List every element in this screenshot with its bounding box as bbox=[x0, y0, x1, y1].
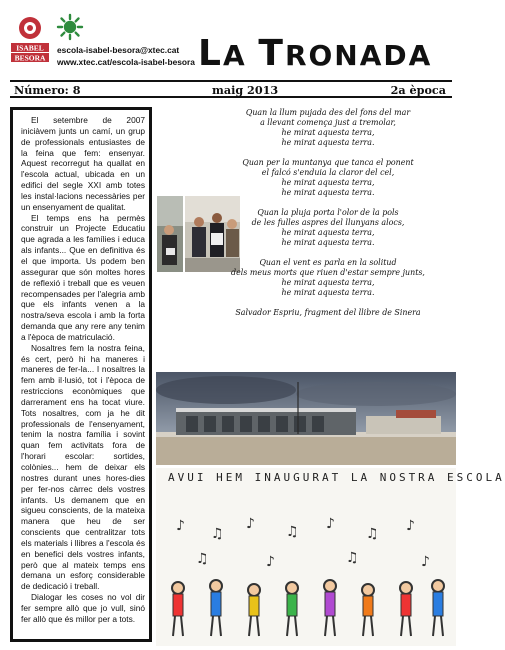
school-building-photo bbox=[156, 372, 456, 465]
article-paragraph: El temps ens ha permès construir un Projecte Educatiu que agrada a les famílies i educa als infants... Que en definitiva és el que importa. Us podem ben assegurar que són moltes hores de reflexió i treball que es veuen recompensades per l'alegria amb que els infants venen a la nostra/seva escola i amb la forta demanda que any rere any tenim a l'època de matriculació. bbox=[21, 212, 145, 342]
poem-line: he mirat aquesta terra. bbox=[281, 188, 375, 197]
poem-line: he mirat aquesta terra, bbox=[281, 228, 375, 237]
poem-line: he mirat aquesta terra, bbox=[281, 128, 375, 137]
svg-text:♪: ♪ bbox=[326, 516, 335, 532]
article-paragraph: El setembre de 2007 iniciàvem junts un camí, un grup de professionals entusiastes de la feina que fem: ensenyar. Aquest recorregut ha quallat en l'escola actual, ubicada en un edifici del segle XXI amb totes les instal·lacions necessàries per un ensenyament de qualitat. bbox=[21, 115, 145, 212]
poem-line: de les fulles aspres del llunyans alocs, bbox=[251, 218, 405, 227]
poem-line: Quan la llum pujada des del fons del mar bbox=[245, 108, 411, 117]
article-paragraph: Nosaltres fem la nostra feina, és cert, però hi ha maneres i maneres de fer-la... I nosaltres la fem amb il·lusió, tot i l'època de restriccions econòmiques que darrerament ens ha tocat viure. Tots nosaltres, com ja he dit professionals de l'ensenyament, tenim la nostra família i sovint quan fem activitats fora de l'horari escolar: sortides, colònies... hem de deixar els nostres durant unes hores-dies per fer-nos càrrec dels vostres infants. Us demanem que en sigueu conscients, de la mateixa manera que heu de ser conscients que centralitzar tots els materials i llibres a l'escola és en benefici dels vostres infants, però que al mateix temps ens demana un esforç considerable de dedicació i treball. bbox=[21, 342, 145, 592]
issue-epoch: 2a època bbox=[390, 83, 446, 97]
poem-line: he mirat aquesta terra. bbox=[281, 138, 375, 147]
contact-info bbox=[57, 44, 195, 68]
poem-line: he mirat aquesta terra, bbox=[281, 278, 375, 287]
poem-line: Quan el vent es parla en la solitud bbox=[259, 258, 397, 267]
svg-text:♫: ♫ bbox=[346, 550, 359, 566]
contact-email[interactable]: escola-isabel-besora@xtec.cat bbox=[57, 45, 180, 55]
children-drawing bbox=[156, 468, 456, 646]
svg-text:ISABEL: ISABEL bbox=[16, 43, 44, 53]
poem-line: Quan la pluja porta l'olor de la pols bbox=[257, 208, 399, 217]
issue-date: maig 2013 bbox=[212, 83, 279, 97]
svg-text:♫: ♫ bbox=[286, 524, 299, 540]
editorial-article bbox=[10, 107, 152, 642]
drawing-title: AVUI HEM INAUGURAT LA NOSTRA ESCOLA bbox=[168, 471, 505, 484]
svg-text:♪: ♪ bbox=[176, 518, 185, 534]
poem-line: dels meus morts que riuen d'estar sempre junts, bbox=[231, 268, 425, 277]
poem-stanza bbox=[203, 258, 453, 298]
poem bbox=[203, 108, 453, 364]
masthead-title: LA TRONADA bbox=[198, 33, 433, 74]
svg-text:♫: ♫ bbox=[196, 551, 209, 567]
svg-text:♫: ♫ bbox=[211, 526, 224, 542]
article-paragraph: Dialogar les coses no vol dir fer sempre allò que jo vull, sinó fer allò que és millor per a tots. bbox=[21, 592, 145, 624]
svg-text:♫: ♫ bbox=[366, 526, 379, 542]
poem-signature: Salvador Espriu, fragment del llibre de Sinera bbox=[235, 308, 421, 317]
contact-website[interactable]: www.xtec.cat/escola-isabel-besora bbox=[57, 57, 195, 67]
svg-text:♪: ♪ bbox=[266, 554, 275, 570]
poem-line: el falcó s'enduia la claror del cel, bbox=[261, 168, 395, 177]
svg-text:♪: ♪ bbox=[421, 554, 430, 570]
poem-line: he mirat aquesta terra, bbox=[281, 178, 375, 187]
event-photo-small bbox=[157, 196, 183, 272]
poem-stanza bbox=[203, 208, 453, 248]
sun-icon bbox=[57, 14, 83, 40]
school-logo bbox=[8, 14, 52, 64]
svg-text:BESORA: BESORA bbox=[14, 53, 46, 63]
poem-line: he mirat aquesta terra. bbox=[281, 288, 375, 297]
poem-stanza bbox=[203, 158, 453, 198]
poem-line: he mirat aquesta terra. bbox=[281, 238, 375, 247]
poem-stanza bbox=[203, 108, 453, 148]
poem-line: Quan per la muntanya que tanca el ponent bbox=[242, 158, 414, 167]
svg-text:♪: ♪ bbox=[406, 518, 415, 534]
issue-info-bar bbox=[10, 80, 452, 98]
poem-line: a llevant comença just a tremolar, bbox=[260, 118, 396, 127]
issue-number: Número: 8 bbox=[14, 83, 81, 97]
svg-text:♪: ♪ bbox=[246, 516, 255, 532]
